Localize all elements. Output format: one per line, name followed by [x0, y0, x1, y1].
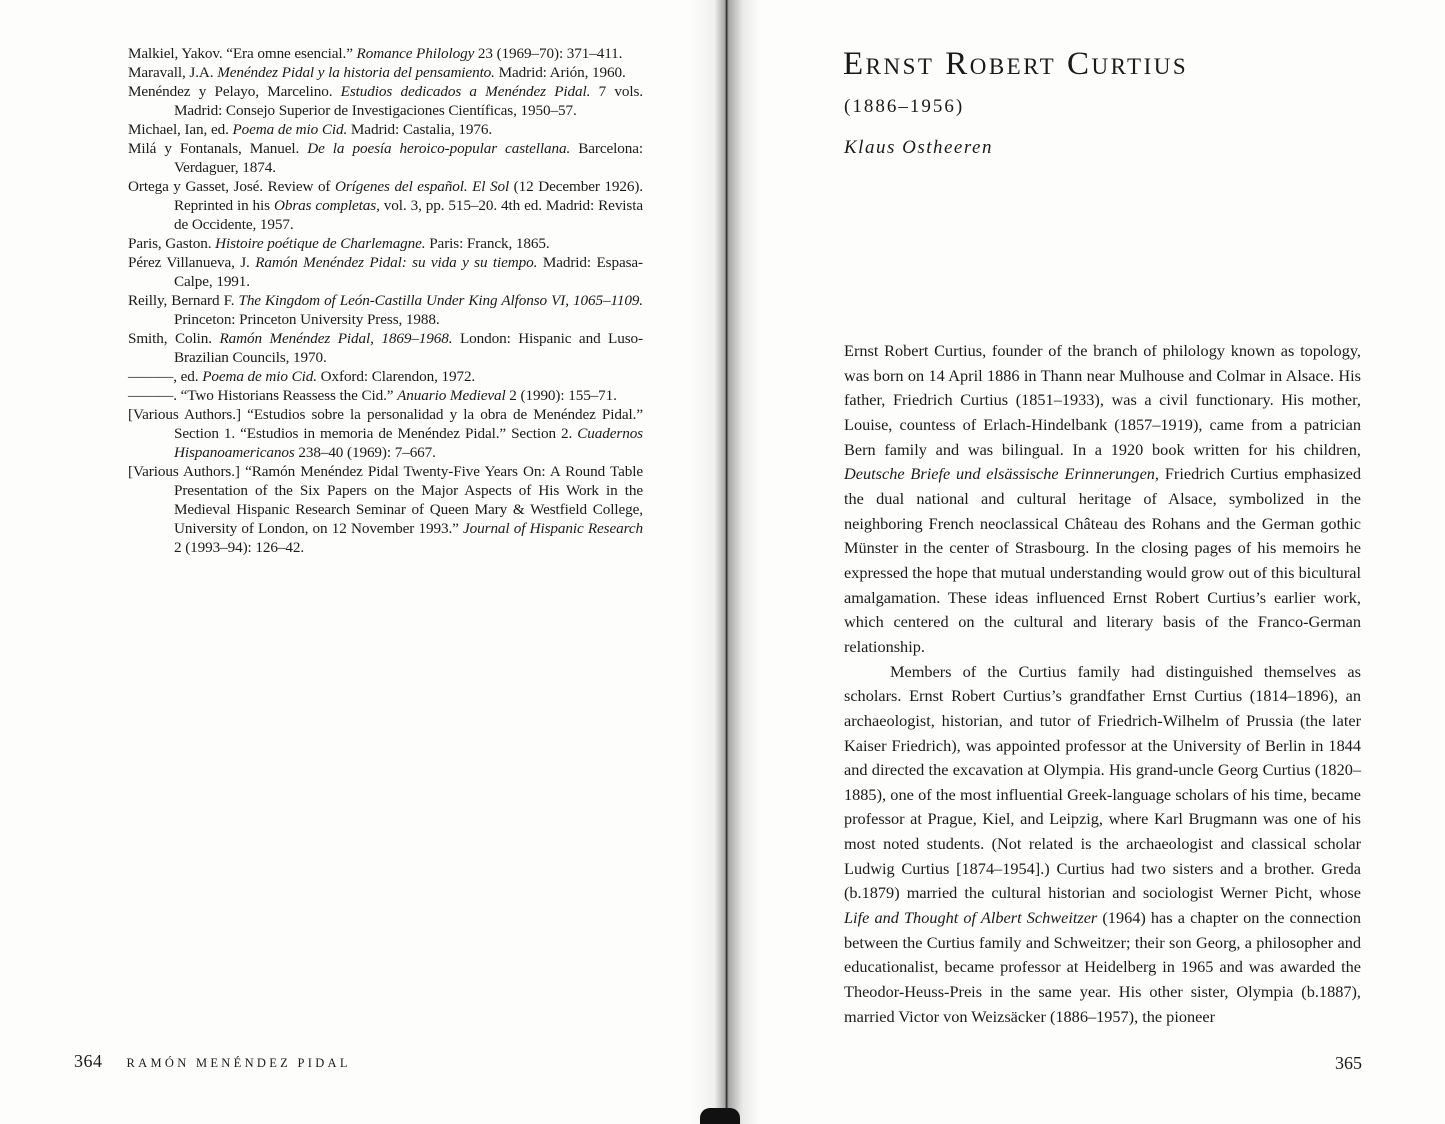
text-run: (1964) has a chapter on the connection between the Curtius family and Schweitzer; their son Georg, a philosopher and educationalist, became professor at Heidelberg in 1965 and was awarded the Theodor-Heuss-Preis in the same year. His other sister, Olympia (b.1887), married Victor von Weizsäcker (1886–1957), the pioneer	[844, 908, 1361, 1026]
italic-text: Poema de mio Cid.	[232, 121, 348, 138]
italic-text: Orígenes del español. El Sol	[334, 178, 510, 195]
italic-text: Life and Thought of Albert Schweitzer	[844, 908, 1098, 928]
text-run: 23 (1969–70): 371–411.	[474, 45, 623, 62]
right-page	[722, 0, 1445, 1124]
bibliography-entry	[128, 253, 643, 291]
article-body	[844, 339, 1361, 1029]
text-run: 2 (1993–94): 126–42.	[174, 539, 305, 556]
text-run: Pérez Villanueva, J.	[128, 254, 256, 271]
bibliography-entry	[128, 234, 643, 253]
text-run: Princeton: Princeton University Press, 1988.	[174, 311, 440, 328]
text-run: Paris: Franck, 1865.	[425, 235, 550, 252]
article-author: Klaus Ostheeren	[844, 137, 993, 158]
gutter-shadow	[700, 1108, 740, 1124]
text-run: 7 vols. Madrid: Consejo Superior de Investigaciones Científicas, 1950–57.	[174, 83, 643, 119]
text-run: Menéndez y Pelayo, Marcelino.	[128, 83, 341, 100]
text-run: Ortega y Gasset, José. Review of	[128, 178, 335, 195]
text-run: [Various Authors.] “Ramón Menéndez Pidal Twenty-Five Years On: A Round Table Presentation of the Six Papers on the Major Aspects of His Work in the Medieval Hispanic Research Seminar of Queen Mary & Westfield College, University of London, on 12 November 1993.”	[128, 463, 643, 537]
bibliography-entry	[128, 329, 643, 367]
bibliography-entry	[128, 44, 643, 63]
text-run: Madrid: Espasa-Calpe, 1991.	[174, 254, 644, 290]
italic-text: Ramón Menéndez Pidal, 1869–1968.	[219, 330, 453, 347]
text-run: Reilly, Bernard F.	[128, 292, 239, 309]
bibliography-entry	[128, 139, 643, 177]
italic-text: Obras completas,	[273, 197, 380, 214]
text-run: ———, ed.	[128, 368, 203, 385]
text-run: Madrid: Arión, 1960.	[494, 64, 626, 81]
italic-text: Anuario Medieval	[397, 387, 506, 404]
book-gutter	[690, 0, 760, 1124]
bibliography-entry	[128, 462, 643, 557]
left-page-footer	[74, 1051, 351, 1072]
text-run: (12 December 1926). Reprinted in his	[174, 178, 644, 214]
text-run: Friedrich Curtius emphasized the dual national and cultural heritage of Alsace, symbolized in the neighboring French neoclassical Château des Rohans and the German gothic Münster in the center of Strasbourg. In the closing pages of his memoirs he expressed the hope that mutual understanding would grow out of this bicultural amalgamation. These ideas influenced Ernst Robert Curtius’s earlier work, which centered on the cultural and literary basis of the Franco-German relationship.	[844, 464, 1362, 656]
italic-text: Menéndez Pidal y la historia del pensamiento.	[217, 64, 495, 81]
text-run: 2 (1990): 155–71.	[505, 387, 617, 404]
text-run: Malkiel, Yakov. “Era omne esencial.”	[128, 45, 357, 62]
italic-text: The Kingdom of León-Castilla Under King Alfonso VI, 1065–1109.	[238, 292, 644, 309]
bibliography-entry	[128, 405, 643, 462]
body-paragraph	[844, 339, 1361, 660]
italic-text: Romance Philology	[356, 45, 475, 62]
text-run: 238–40 (1969): 7–667.	[294, 444, 436, 461]
text-run: Oxford: Clarendon, 1972.	[316, 368, 476, 385]
italic-text: Poema de mio Cid.	[202, 368, 317, 385]
bibliography-entry	[128, 63, 643, 82]
left-page	[0, 0, 722, 1124]
text-run: ———. “Two Historians Reassess the Cid.”	[128, 387, 398, 404]
italic-text: Estudios dedicados a Menéndez Pidal.	[340, 83, 591, 100]
bibliography-entry	[128, 386, 643, 405]
italic-text: Ramón Menéndez Pidal: su vida y su tiempo.	[255, 254, 538, 271]
text-run: Barcelona: Verdaguer, 1874.	[174, 140, 643, 176]
text-run: Milá y Fontanals, Manuel.	[128, 140, 308, 157]
text-run: vol. 3, pp. 515–20. 4th ed. Madrid: Revista de Occidente, 1957.	[174, 197, 643, 233]
article-title: Ernst Robert Curtius	[843, 46, 1189, 82]
italic-text: Histoire poétique de Charlemagne.	[215, 235, 426, 252]
text-run: Madrid: Castalia, 1976.	[347, 121, 493, 138]
body-paragraph	[844, 660, 1361, 1030]
text-run: London: Hispanic and Luso-Brazilian Councils, 1970.	[174, 330, 643, 366]
left-page-number: 364	[74, 1051, 103, 1071]
text-run: Smith, Colin.	[128, 330, 220, 347]
italic-text: De la poesía heroico-popular castellana.	[307, 140, 571, 157]
bibliography-entry	[128, 82, 643, 120]
text-run: Ernst Robert Curtius, founder of the branch of philology known as topology, was born on 14 April 1886 in Thann near Mulhouse and Colmar in Alsace. His father, Friedrich Curtius (1851–1933), was a civil functionary. His mother, Louise, countess of Erlach-Hindelbank (1857–1919), came from a patrician Bern family and was bilingual. In a 1920 book written for his children,	[844, 341, 1361, 459]
bibliography-entry	[128, 291, 643, 329]
bibliography-entry	[128, 120, 643, 139]
italic-text: Cuadernos Hispanoamericanos	[174, 425, 643, 461]
bibliography-entry	[128, 367, 643, 386]
text-run: Members of the Curtius family had distinguished themselves as scholars. Ernst Robert Curtius’s grandfather Ernst Curtius (1814–1896), an archaeologist, historian, and tutor of Friedrich-Wilhelm of Prussia (the later Kaiser Friedrich), was appointed professor at the University of Berlin in 1844 and directed the excavation at Olympia. His grand-uncle Georg Curtius (1820–1885), one of the most influential Greek-language scholars of his time, became professor at Prague, Kiel, and Leipzig, where Karl Brugmann was one of his most noted students. (Not related is the archaeologist and classical scholar Ludwig Curtius [1874–1954].) Curtius had two sisters and a brother. Greda (b.1879) married the cultural historian and sociologist Werner Picht, whose	[844, 661, 1361, 903]
text-run: Maravall, J.A.	[128, 64, 218, 81]
running-head: RAMÓN MENÉNDEZ PIDAL	[126, 1056, 351, 1070]
italic-text: Deutsche Briefe und elsässische Erinnerungen,	[844, 464, 1160, 484]
bibliography-entry	[128, 177, 643, 234]
text-run: [Various Authors.] “Estudios sobre la personalidad y la obra de Menéndez Pidal.” Section 1. “Estudios in memoria de Menéndez Pidal.” Section 2.	[128, 406, 643, 442]
text-run: Michael, Ian, ed.	[128, 121, 233, 138]
article-dates: (1886–1956)	[844, 96, 965, 117]
right-page-number: 365	[1335, 1053, 1362, 1073]
bibliography-list	[128, 44, 643, 557]
text-run: Paris, Gaston.	[128, 235, 216, 252]
italic-text: Journal of Hispanic Research	[463, 520, 643, 537]
